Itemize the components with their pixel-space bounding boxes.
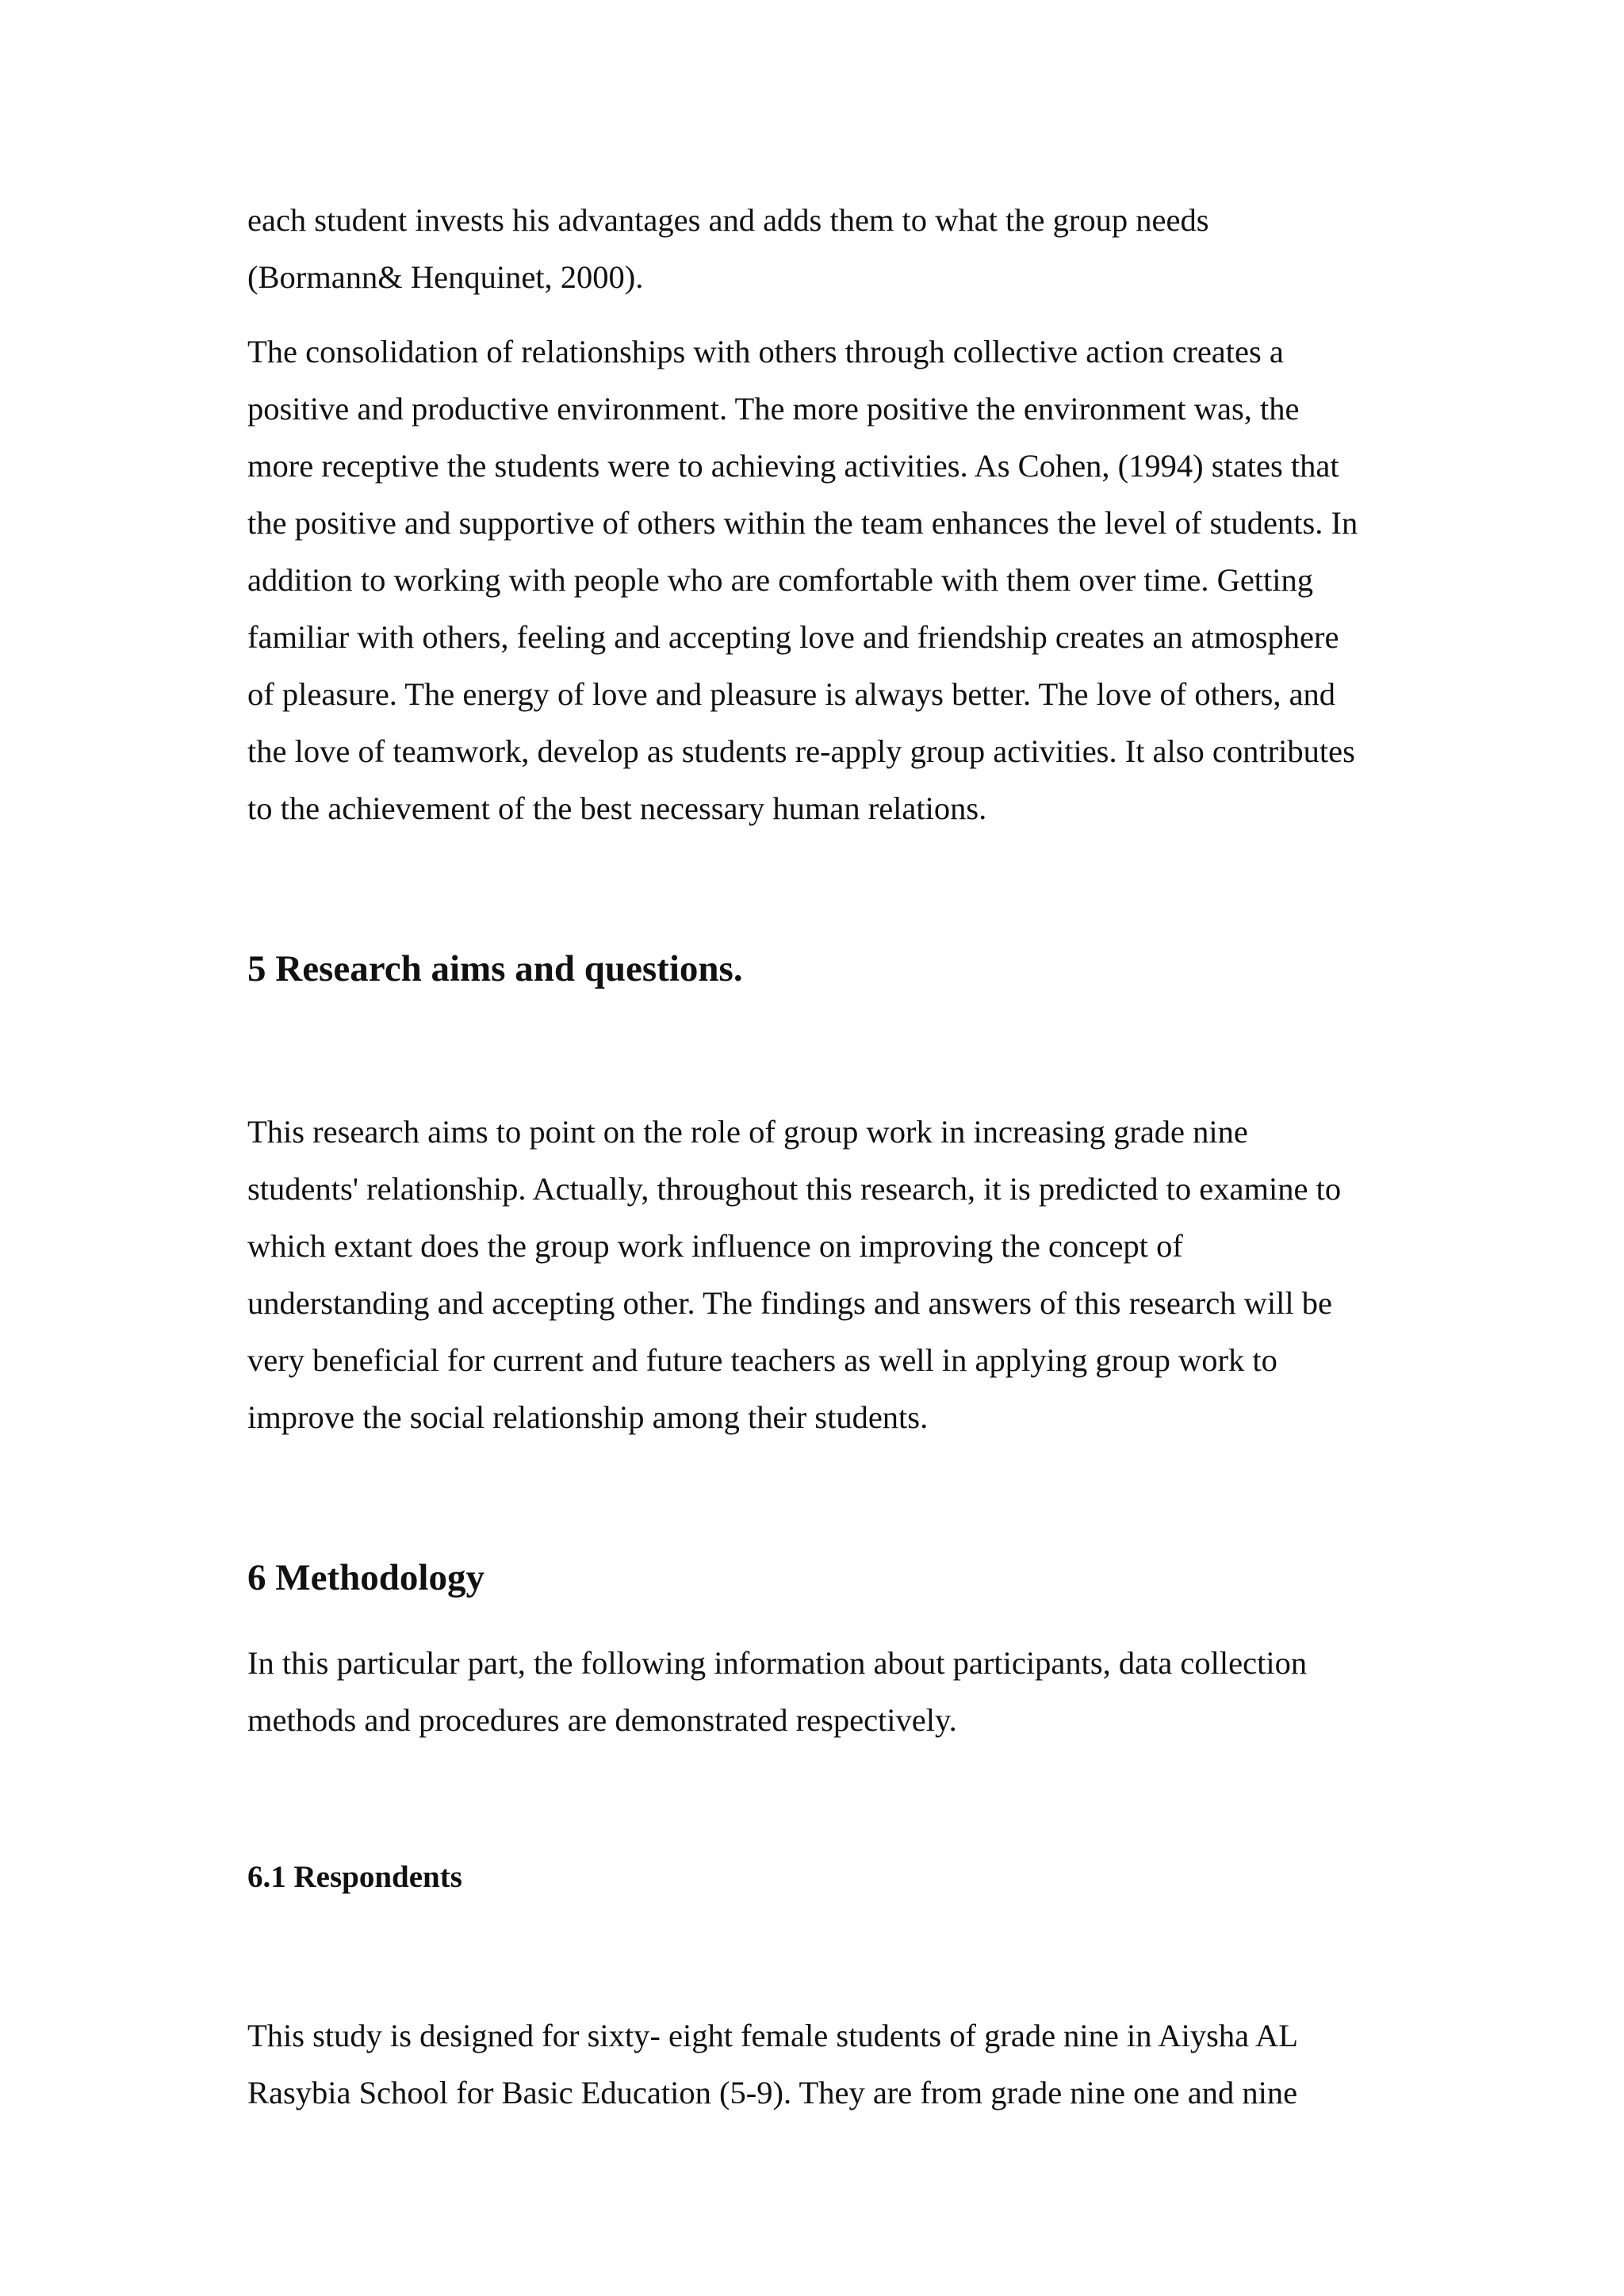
heading-methodology: 6 Methodology [247,1557,485,1598]
text-line: more receptive the students were to achieving activities. As Cohen, (1994) states that [247,448,1339,484]
text-line: which extant does the group work influence on improving the concept of [247,1228,1183,1264]
paragraph-methodology [247,1635,1389,1749]
text-line: improve the social relationship among their students. [247,1399,929,1435]
text-line: methods and procedures are demonstrated respectively. [247,1702,957,1738]
text-line: each student invests his advantages and adds them to what the group needs [247,202,1209,238]
text-line: In this particular part, the following information about participants, data collection [247,1645,1308,1681]
text-line: positive and productive environment. The more positive the environment was, the [247,391,1300,427]
paragraph-group-contribution [247,192,1389,306]
text-line: This research aims to point on the role of group work in increasing grade nine [247,1114,1248,1150]
paragraph-research-aims [247,1104,1389,1446]
text-line: to the achievement of the best necessary human relations. [247,790,987,826]
heading-respondents: 6.1 Respondents [247,1860,462,1894]
text-line: This study is designed for sixty- eight female students of grade nine in Aiysha AL [247,2018,1299,2053]
heading-research-aims: 5 Research aims and questions. [247,948,743,989]
text-line: addition to working with people who are comfortable with them over time. Getting [247,562,1314,598]
text-line: Rasybia School for Basic Education (5-9). They are from grade nine one and nine [247,2075,1298,2110]
text-line: students' relationship. Actually, throughout this research, it is predicted to examine to [247,1171,1342,1207]
paragraph-consolidation [247,323,1389,837]
text-line: familiar with others, feeling and accepting love and friendship creates an atmosphere [247,619,1339,655]
paragraph-respondents [247,2007,1389,2122]
text-line: The consolidation of relationships with others through collective action creates a [247,334,1284,369]
text-line: of pleasure. The energy of love and pleasure is always better. The love of others, and [247,676,1336,712]
text-line: (Bormann& Henquinet, 2000). [247,259,644,295]
text-line: very beneficial for current and future teachers as well in applying group work to [247,1342,1277,1378]
text-line: the love of teamwork, develop as students re-apply group activities. It also contributes [247,733,1355,769]
text-line: the positive and supportive of others within the team enhances the level of students. In [247,505,1358,541]
text-line: understanding and accepting other. The findings and answers of this research will be [247,1285,1332,1321]
